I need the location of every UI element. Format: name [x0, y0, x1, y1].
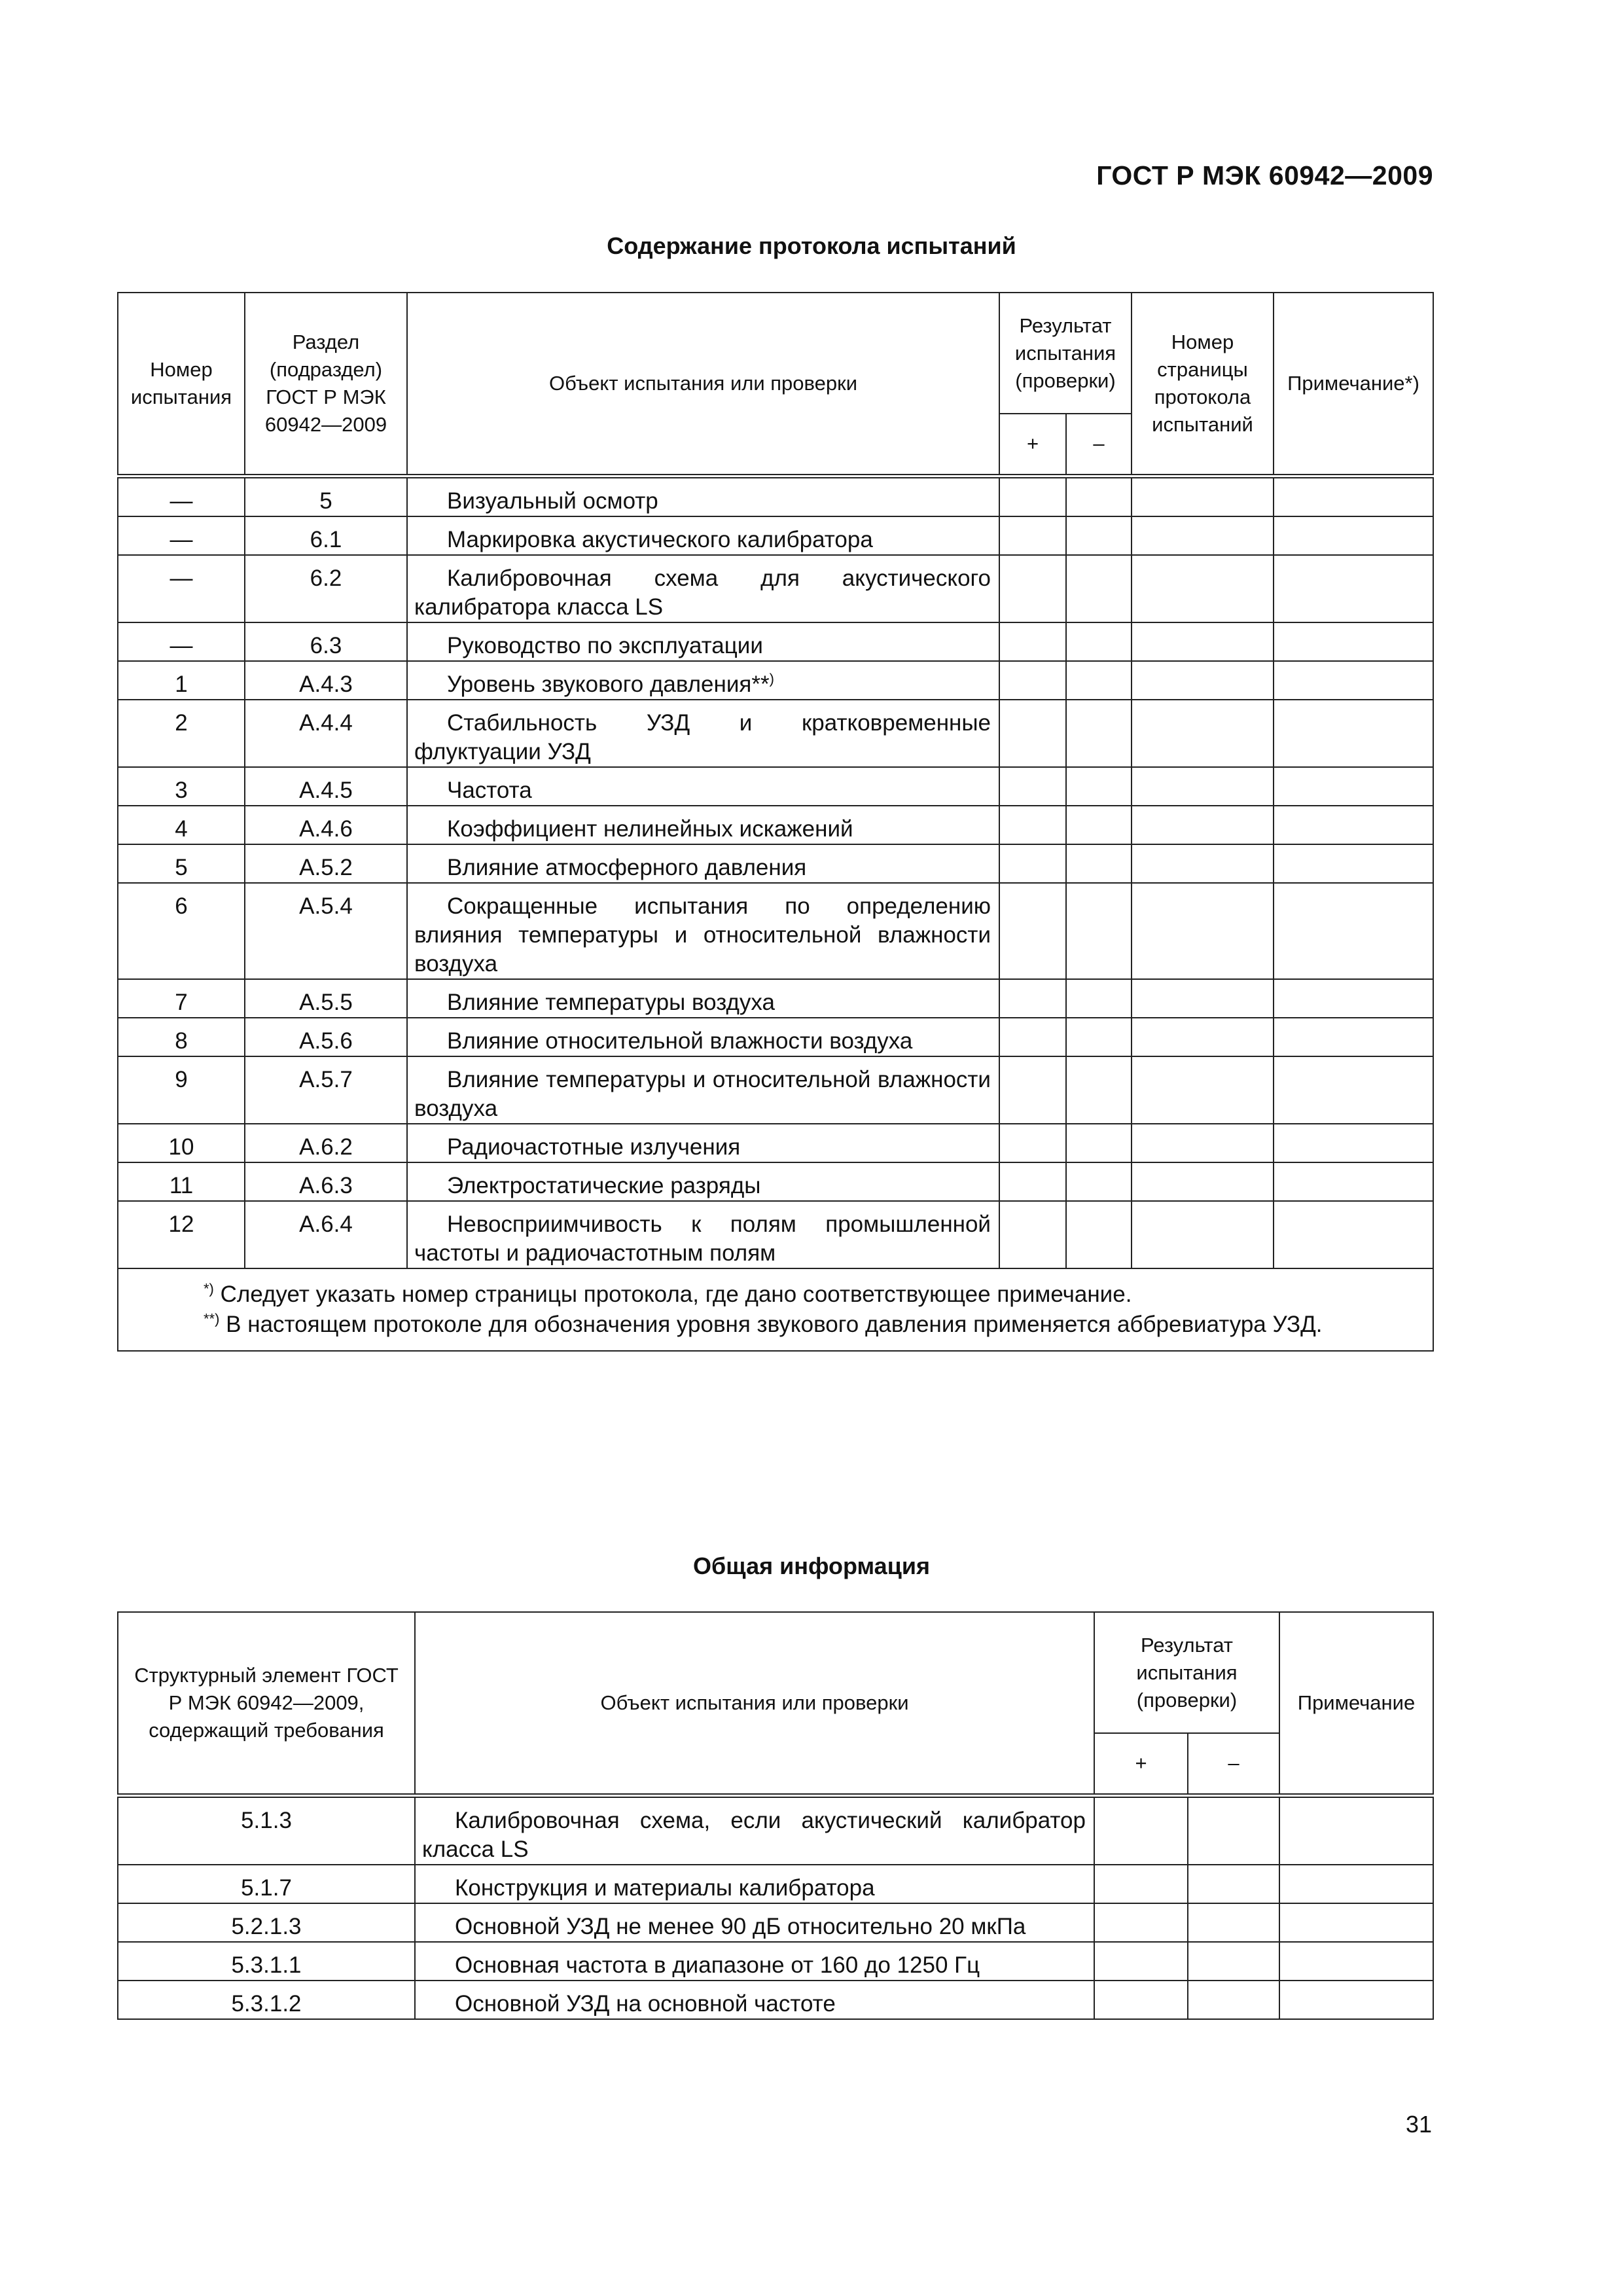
test-number-cell: 7: [118, 979, 245, 1018]
object-text: Влияние атмосферного давления: [447, 854, 807, 880]
note-cell: [1274, 516, 1433, 555]
section-cell: А.5.6: [245, 1018, 407, 1056]
object-text: Стабильность УЗД и кратковременные флуктуации УЗД: [414, 709, 991, 764]
column-header-page-number: Номер страницы протокола испытаний: [1132, 293, 1274, 476]
note-cell: [1279, 1795, 1433, 1865]
result-minus-cell: [1066, 767, 1132, 806]
table-row: [118, 1903, 1433, 1942]
result-minus-cell: [1066, 476, 1132, 516]
column-header-object: Объект испытания или проверки: [415, 1612, 1094, 1795]
object-cell: [407, 806, 999, 844]
object-cell: [407, 883, 999, 979]
page-number-cell: [1132, 806, 1274, 844]
section-cell: 5: [245, 476, 407, 516]
test-number-cell: 5: [118, 844, 245, 883]
object-cell: Конструкция и материалы калибратора: [415, 1865, 1094, 1903]
table-row: [118, 476, 1433, 516]
result-minus-cell: [1066, 1018, 1132, 1056]
object-text: Руководство по эксплуатации: [447, 632, 763, 658]
object-text: Электростатические разряды: [447, 1172, 761, 1198]
note-cell: [1279, 1942, 1433, 1981]
footnote-2: **) В настоящем протоколе для обозначения уровня звукового давления применяется аббревиатура УЗД.: [204, 1310, 1323, 1337]
object-cell: Калибровочная схема, если акустический калибратор класса LS: [415, 1795, 1094, 1865]
page-number-cell: [1132, 979, 1274, 1018]
result-minus-cell: [1066, 700, 1132, 767]
object-text: Маркировка акустического калибратора: [447, 526, 873, 552]
column-header-plus: +: [999, 414, 1066, 476]
column-header-minus: –: [1066, 414, 1132, 476]
result-plus-cell: [999, 700, 1066, 767]
page-number-cell: [1132, 555, 1274, 622]
table-row: [118, 883, 1433, 979]
test-number-cell: 10: [118, 1124, 245, 1162]
column-header-section: Раздел (подраздел) ГОСТ Р МЭК 60942—2009: [245, 293, 407, 476]
result-plus-cell: [999, 661, 1066, 700]
page-number-cell: [1132, 1201, 1274, 1268]
table-row: [118, 1865, 1433, 1903]
column-header-plus: +: [1094, 1733, 1188, 1795]
page-number-cell: [1132, 516, 1274, 555]
result-minus-cell: [1188, 1865, 1279, 1903]
result-plus-cell: [1094, 1795, 1188, 1865]
footnote-1: *) Следует указать номер страницы протокола, где дано соответствующее примечание.: [204, 1280, 1132, 1307]
object-text: Радиочастотные излучения: [447, 1134, 741, 1160]
note-cell: [1279, 1903, 1433, 1942]
object-text: Коэффициент нелинейных искажений: [447, 816, 853, 842]
page-number-cell: [1132, 767, 1274, 806]
test-number-cell: 4: [118, 806, 245, 844]
test-number-cell: 3: [118, 767, 245, 806]
table-row: [118, 979, 1433, 1018]
result-plus-cell: [999, 844, 1066, 883]
table-row: [118, 844, 1433, 883]
note-cell: [1274, 1162, 1433, 1201]
section-cell: 6.1: [245, 516, 407, 555]
note-cell: [1274, 979, 1433, 1018]
result-plus-cell: [1094, 1942, 1188, 1981]
page-number-cell: [1132, 661, 1274, 700]
test-number-cell: 11: [118, 1162, 245, 1201]
table-row: [118, 661, 1433, 700]
test-number-cell: 1: [118, 661, 245, 700]
section-cell: А.5.4: [245, 883, 407, 979]
protocol-table-title: Содержание протокола испытаний: [607, 232, 1016, 259]
page-number-cell: [1132, 1124, 1274, 1162]
section-cell: А.4.6: [245, 806, 407, 844]
element-cell: 5.3.1.1: [118, 1942, 415, 1981]
page-number-cell: [1132, 622, 1274, 661]
result-minus-cell: [1066, 516, 1132, 555]
note-cell: [1279, 1865, 1433, 1903]
object-cell: [407, 844, 999, 883]
result-plus-cell: [1094, 1981, 1188, 2019]
section-cell: А.6.4: [245, 1201, 407, 1268]
table-row: [118, 1018, 1433, 1056]
result-minus-cell: [1066, 1124, 1132, 1162]
test-number-cell: —: [118, 476, 245, 516]
test-number-cell: —: [118, 622, 245, 661]
section-cell: 6.3: [245, 622, 407, 661]
table-row: [118, 1124, 1433, 1162]
page-number-cell: [1132, 1162, 1274, 1201]
result-minus-cell: [1066, 622, 1132, 661]
note-cell: [1274, 767, 1433, 806]
result-minus-cell: [1066, 806, 1132, 844]
object-cell: [407, 1056, 999, 1124]
test-number-cell: —: [118, 516, 245, 555]
general-table-title: Общая информация: [693, 1552, 930, 1579]
page-number-cell: [1132, 1056, 1274, 1124]
object-text: Уровень звукового давления**: [447, 671, 770, 697]
column-header-element: Структурный элемент ГОСТ Р МЭК 60942—2009, содержащий требования: [118, 1612, 415, 1795]
protocol-table: [117, 292, 1434, 1352]
result-plus-cell: [999, 883, 1066, 979]
table-row: [118, 1201, 1433, 1268]
object-cell: [407, 516, 999, 555]
object-text: Визуальный осмотр: [447, 488, 658, 514]
general-info-table: [117, 1611, 1434, 2020]
section-cell: 6.2: [245, 555, 407, 622]
object-cell: [407, 767, 999, 806]
note-cell: [1274, 1056, 1433, 1124]
test-number-cell: 2: [118, 700, 245, 767]
result-plus-cell: [1094, 1865, 1188, 1903]
object-text: Частота: [447, 777, 532, 803]
table-row: [118, 700, 1433, 767]
page-number-cell: [1132, 700, 1274, 767]
test-number-cell: 12: [118, 1201, 245, 1268]
result-minus-cell: [1066, 1201, 1132, 1268]
result-minus-cell: [1066, 555, 1132, 622]
page-number: 31: [1405, 2111, 1432, 2138]
object-cell: [407, 476, 999, 516]
column-header-result: Результат испытания (проверки): [999, 293, 1132, 414]
test-number-cell: 6: [118, 883, 245, 979]
table-row: [118, 767, 1433, 806]
result-minus-cell: [1066, 883, 1132, 979]
table-row: [118, 1795, 1433, 1865]
standard-header: ГОСТ Р МЭК 60942—2009: [1096, 160, 1433, 190]
table-row: [118, 1942, 1433, 1981]
note-cell: [1274, 700, 1433, 767]
result-minus-cell: [1066, 979, 1132, 1018]
object-text: Влияние относительной влажности воздуха: [447, 1028, 913, 1054]
object-cell: [407, 1018, 999, 1056]
test-number-cell: 9: [118, 1056, 245, 1124]
page-number-cell: [1132, 883, 1274, 979]
result-plus-cell: [999, 1018, 1066, 1056]
object-cell: Основной УЗД не менее 90 дБ относительно 20 мкПа: [415, 1903, 1094, 1942]
table-row: [118, 555, 1433, 622]
result-minus-cell: [1066, 1056, 1132, 1124]
object-text: Влияние температуры и относительной влажности воздуха: [414, 1066, 991, 1121]
result-minus-cell: [1188, 1903, 1279, 1942]
result-plus-cell: [999, 555, 1066, 622]
object-cell: [407, 979, 999, 1018]
object-cell: Основная частота в диапазоне от 160 до 1250 Гц: [415, 1942, 1094, 1981]
element-cell: 5.1.3: [118, 1795, 415, 1865]
result-plus-cell: [999, 1056, 1066, 1124]
note-cell: [1274, 1018, 1433, 1056]
note-cell: [1274, 622, 1433, 661]
result-plus-cell: [999, 1201, 1066, 1268]
result-plus-cell: [999, 767, 1066, 806]
object-text: Сокращенные испытания по определению влияния температуры и относительной влажности воздуха: [414, 893, 991, 977]
column-header-minus: –: [1188, 1733, 1279, 1795]
table-row: [118, 622, 1433, 661]
footnotes: [118, 1268, 1433, 1351]
result-plus-cell: [999, 622, 1066, 661]
table-row: [118, 1981, 1433, 2019]
note-cell: [1274, 1201, 1433, 1268]
section-cell: А.6.3: [245, 1162, 407, 1201]
note-cell: [1279, 1981, 1433, 2019]
result-minus-cell: [1188, 1981, 1279, 2019]
result-minus-cell: [1066, 661, 1132, 700]
result-plus-cell: [999, 979, 1066, 1018]
note-cell: [1274, 661, 1433, 700]
result-plus-cell: [999, 516, 1066, 555]
column-header-test-number: Номер испытания: [118, 293, 245, 476]
result-plus-cell: [999, 1162, 1066, 1201]
column-header-object: Объект испытания или проверки: [407, 293, 999, 476]
note-cell: [1274, 844, 1433, 883]
column-header-result: Результат испытания (проверки): [1094, 1612, 1279, 1733]
page-number-cell: [1132, 844, 1274, 883]
result-minus-cell: [1188, 1942, 1279, 1981]
section-cell: А.5.2: [245, 844, 407, 883]
object-cell: [407, 1162, 999, 1201]
result-plus-cell: [999, 806, 1066, 844]
note-cell: [1274, 476, 1433, 516]
footnote-mark: ): [769, 670, 774, 687]
result-plus-cell: [999, 476, 1066, 516]
object-text: Влияние температуры воздуха: [447, 989, 776, 1015]
table-row: [118, 1056, 1433, 1124]
result-plus-cell: [999, 1124, 1066, 1162]
object-cell: [407, 622, 999, 661]
column-header-note: Примечание*): [1274, 293, 1433, 476]
object-text: Невосприимчивость к полям промышленной частоты и радиочастотным полям: [414, 1211, 991, 1266]
object-cell: Основной УЗД на основной частоте: [415, 1981, 1094, 2019]
result-minus-cell: [1066, 844, 1132, 883]
element-cell: 5.3.1.2: [118, 1981, 415, 2019]
page-number-cell: [1132, 476, 1274, 516]
note-cell: [1274, 806, 1433, 844]
element-cell: 5.1.7: [118, 1865, 415, 1903]
result-minus-cell: [1188, 1795, 1279, 1865]
test-number-cell: —: [118, 555, 245, 622]
result-plus-cell: [1094, 1903, 1188, 1942]
section-cell: А.6.2: [245, 1124, 407, 1162]
section-cell: А.4.4: [245, 700, 407, 767]
note-cell: [1274, 1124, 1433, 1162]
table-row: [118, 1162, 1433, 1201]
object-cell: [407, 1124, 999, 1162]
note-cell: [1274, 883, 1433, 979]
section-cell: А.4.5: [245, 767, 407, 806]
page-number-cell: [1132, 1018, 1274, 1056]
object-cell: [407, 1201, 999, 1268]
section-cell: А.4.3: [245, 661, 407, 700]
table-row: [118, 516, 1433, 555]
object-cell: [407, 555, 999, 622]
object-text: Калибровочная схема для акустического калибратора класса LS: [414, 565, 991, 620]
test-number-cell: 8: [118, 1018, 245, 1056]
section-cell: А.5.7: [245, 1056, 407, 1124]
table-row: [118, 806, 1433, 844]
section-cell: А.5.5: [245, 979, 407, 1018]
object-cell: [407, 700, 999, 767]
object-cell: [407, 661, 999, 700]
element-cell: 5.2.1.3: [118, 1903, 415, 1942]
note-cell: [1274, 555, 1433, 622]
column-header-note: Примечание: [1279, 1612, 1433, 1795]
result-minus-cell: [1066, 1162, 1132, 1201]
